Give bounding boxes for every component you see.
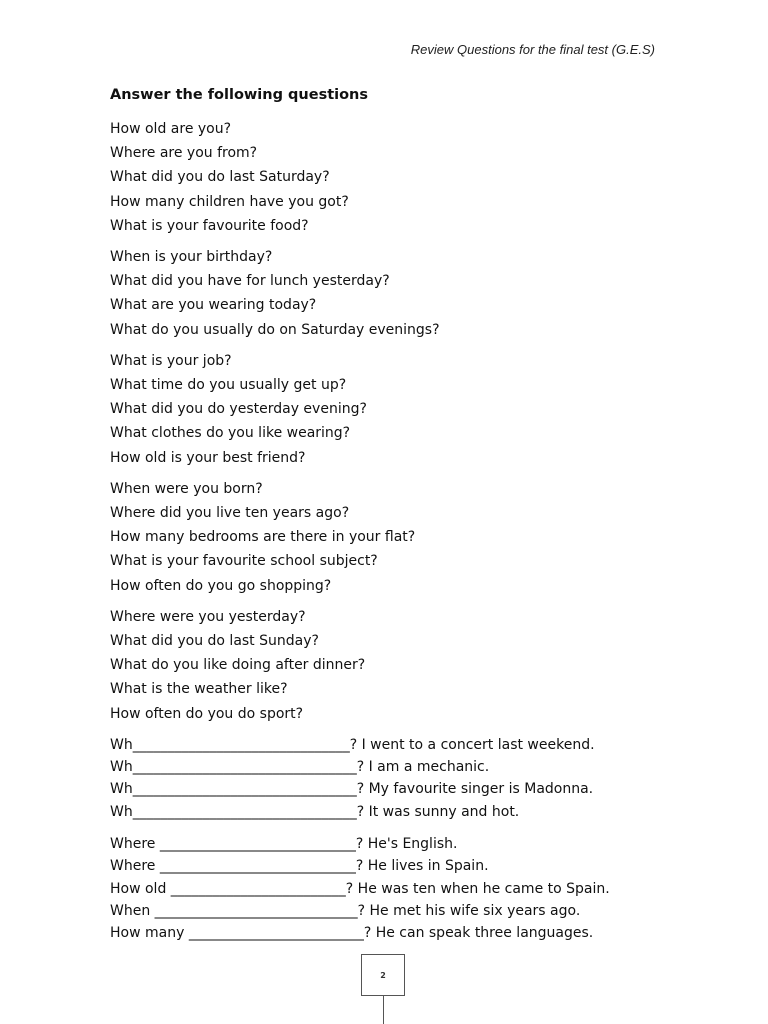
page-number-box	[361, 954, 405, 996]
page-header: Review Questions for the final test (G.E.S)	[410, 42, 655, 57]
question-group-4	[110, 477, 710, 598]
question: How old is your best friend?	[110, 449, 306, 466]
question: What did you do last Saturday?	[110, 169, 330, 186]
question: What do you like doing after dinner?	[110, 657, 366, 674]
fill-in-question: Where ____________________________? He's English.	[110, 836, 458, 853]
question: When is your birthday?	[110, 249, 273, 266]
fill-in-question: When _____________________________? He met his wife six years ago.	[110, 902, 581, 919]
question: How often do you do sport?	[110, 705, 304, 722]
question: What is your favourite food?	[110, 217, 309, 234]
question: Where are you from?	[110, 145, 258, 162]
question: When were you born?	[110, 480, 263, 497]
questions-content	[110, 117, 710, 945]
question: What clothes do you like wearing?	[110, 425, 351, 442]
fill-in-group-1	[110, 734, 710, 823]
question: What are you wearing today?	[110, 297, 317, 314]
fill-in-question: How old _________________________? He was ten when he came to Spain.	[110, 880, 610, 897]
fill-in-question: Wh_______________________________? I went to a concert last weekend.	[110, 736, 595, 753]
question: What is the weather like?	[110, 681, 288, 698]
question: Where were you yesterday?	[110, 608, 306, 625]
page-number-connector-line	[383, 996, 384, 1024]
question-group-1	[110, 117, 710, 238]
question: What do you usually do on Saturday evenings?	[110, 321, 440, 338]
question: How many bedrooms are there in your flat?	[110, 529, 416, 546]
question-group-3	[110, 349, 710, 470]
page-number: 2	[380, 970, 386, 980]
question: What is your job?	[110, 352, 232, 369]
fill-in-question: How many _________________________? He can speak three languages.	[110, 925, 594, 942]
question: How often do you go shopping?	[110, 577, 332, 594]
question-group-5	[110, 605, 710, 726]
fill-in-question: Where ____________________________? He lives in Spain.	[110, 858, 489, 875]
section-title: Answer the following questions	[110, 87, 369, 103]
question-group-2	[110, 245, 710, 342]
question: What time do you usually get up?	[110, 377, 347, 394]
fill-in-question: Wh________________________________? My favourite singer is Madonna.	[110, 781, 594, 798]
question: What did you have for lunch yesterday?	[110, 273, 390, 290]
question: What did you do last Sunday?	[110, 633, 319, 650]
question: What did you do yesterday evening?	[110, 401, 367, 418]
fill-in-question: Wh________________________________? It was sunny and hot.	[110, 803, 520, 820]
fill-in-question: Wh________________________________? I am a mechanic.	[110, 759, 490, 776]
question: What is your favourite school subject?	[110, 553, 378, 570]
fill-in-group-2	[110, 833, 710, 944]
question: How many children have you got?	[110, 193, 349, 210]
question: Where did you live ten years ago?	[110, 505, 350, 522]
question: How old are you?	[110, 121, 232, 137]
